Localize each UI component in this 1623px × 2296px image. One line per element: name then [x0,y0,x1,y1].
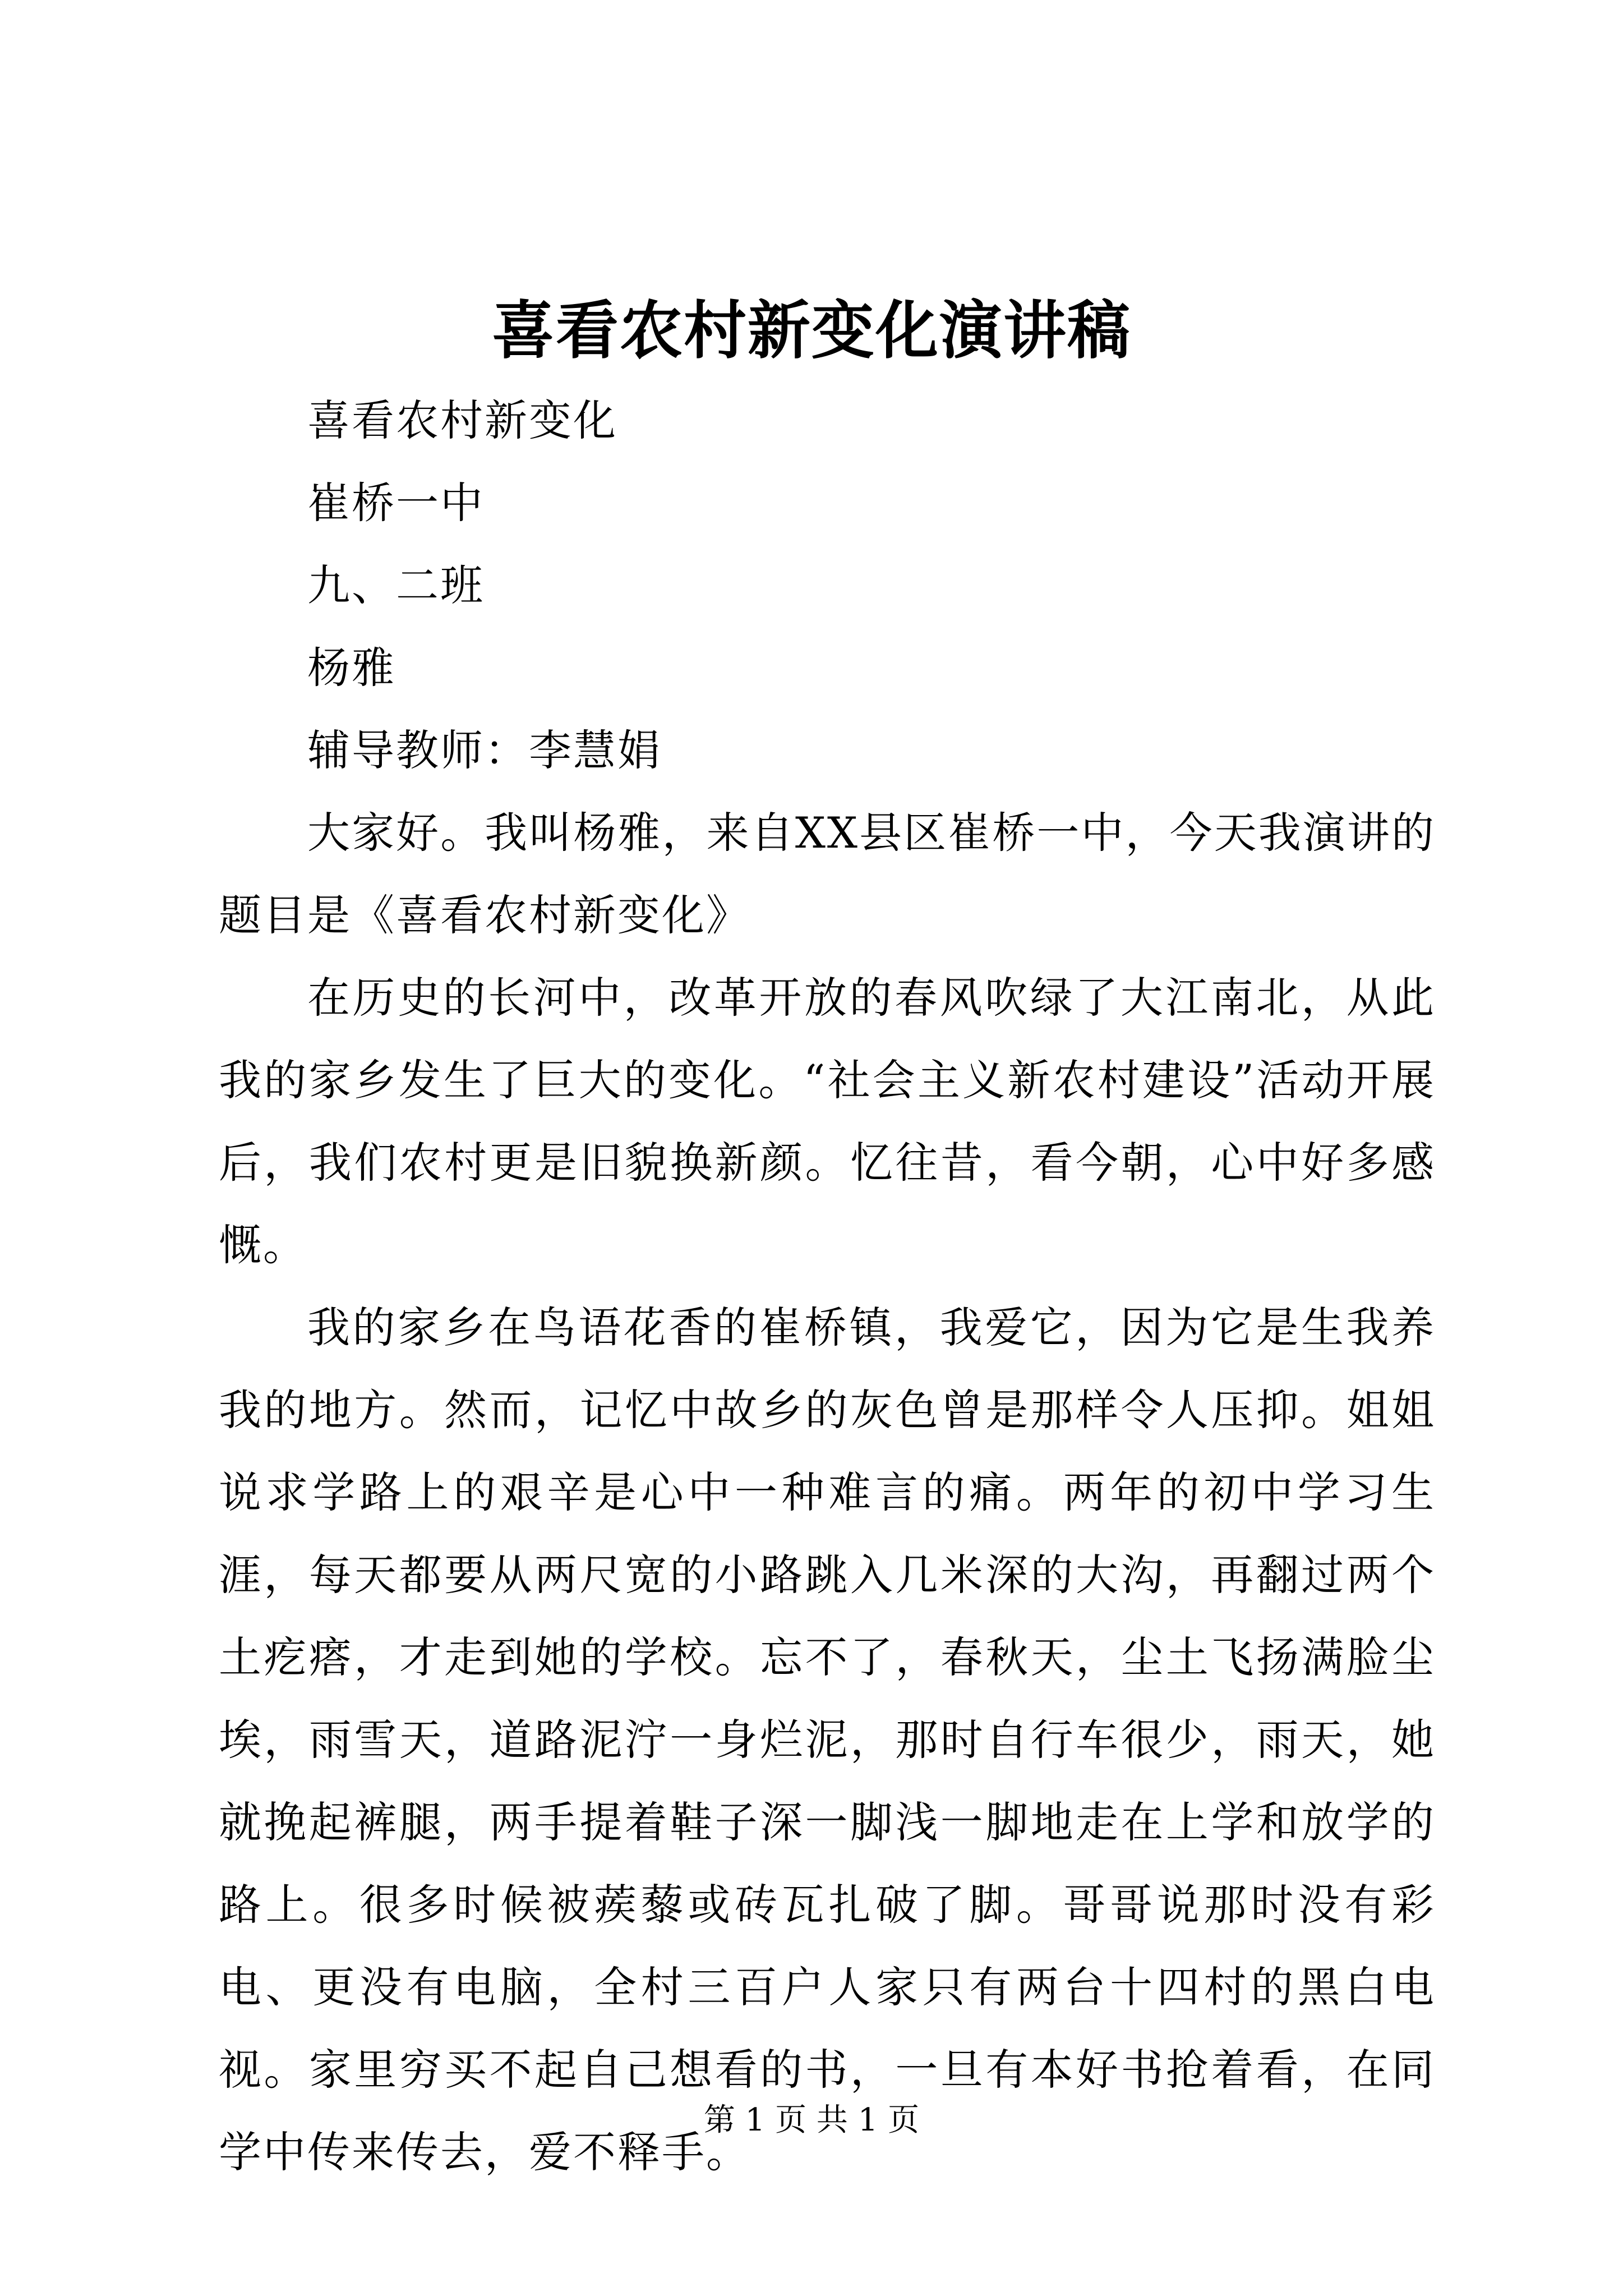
paragraph-speech-topic: 喜看农村新变化 [307,395,617,445]
paragraph-speaker: 杨雅 [307,643,396,693]
paragraph-school: 崔桥一中 [307,478,485,528]
paragraph-history: 在历史的长河中，改革开放的春风吹绿了大江南北，从此我的家乡发生了巨大的变化。“社会主义新农村建设”活动开展后，我们农村更是旧貌换新颜。忆往昔，看今朝，心中好多感慨。 [219,973,1436,1270]
paragraph-class: 九、二班 [307,560,485,610]
paragraph-greeting: 大家好。我叫杨雅，来自XX县区崔桥一中，今天我演讲的题目是《喜看农村新变化》 [219,808,1436,940]
document-title: 喜看农村新变化演讲稿 [492,294,1131,367]
paragraph-hometown: 我的家乡在鸟语花香的崔桥镇，我爱它，因为它是生我养我的地方。然而，记忆中故乡的灰色曾是那样令人压抑。姐姐说求学路上的艰辛是心中一种难言的痛。两年的初中学习生涯，每天都要从两尺宽的小路跳入几米深的大沟，再翻过两个土疙瘩，才走到她的学校。忘不了，春秋天，尘土飞扬满脸尘埃，雨雪天，道路泥泞一身烂泥，那时自行车很少，雨天，她就挽起裤腿，两手提着鞋子深一脚浅一脚地走在上学和放学的路上。很多时候被蒺藜或砖瓦扎破了脚。哥哥说那时没有彩电、更没有电脑，全村三百户人家只有两台十四村的黑白电视。家里穷买不起自己想看的书，一旦有本好书抢着看，在同学中传来传去，爱不释手。 [219,1303,1436,2177]
page-footer: 第 1 页 共 1 页 [703,2102,920,2138]
document-body [219,379,1436,2193]
paragraph-teacher: 辅导教师：李慧娟 [307,725,662,775]
